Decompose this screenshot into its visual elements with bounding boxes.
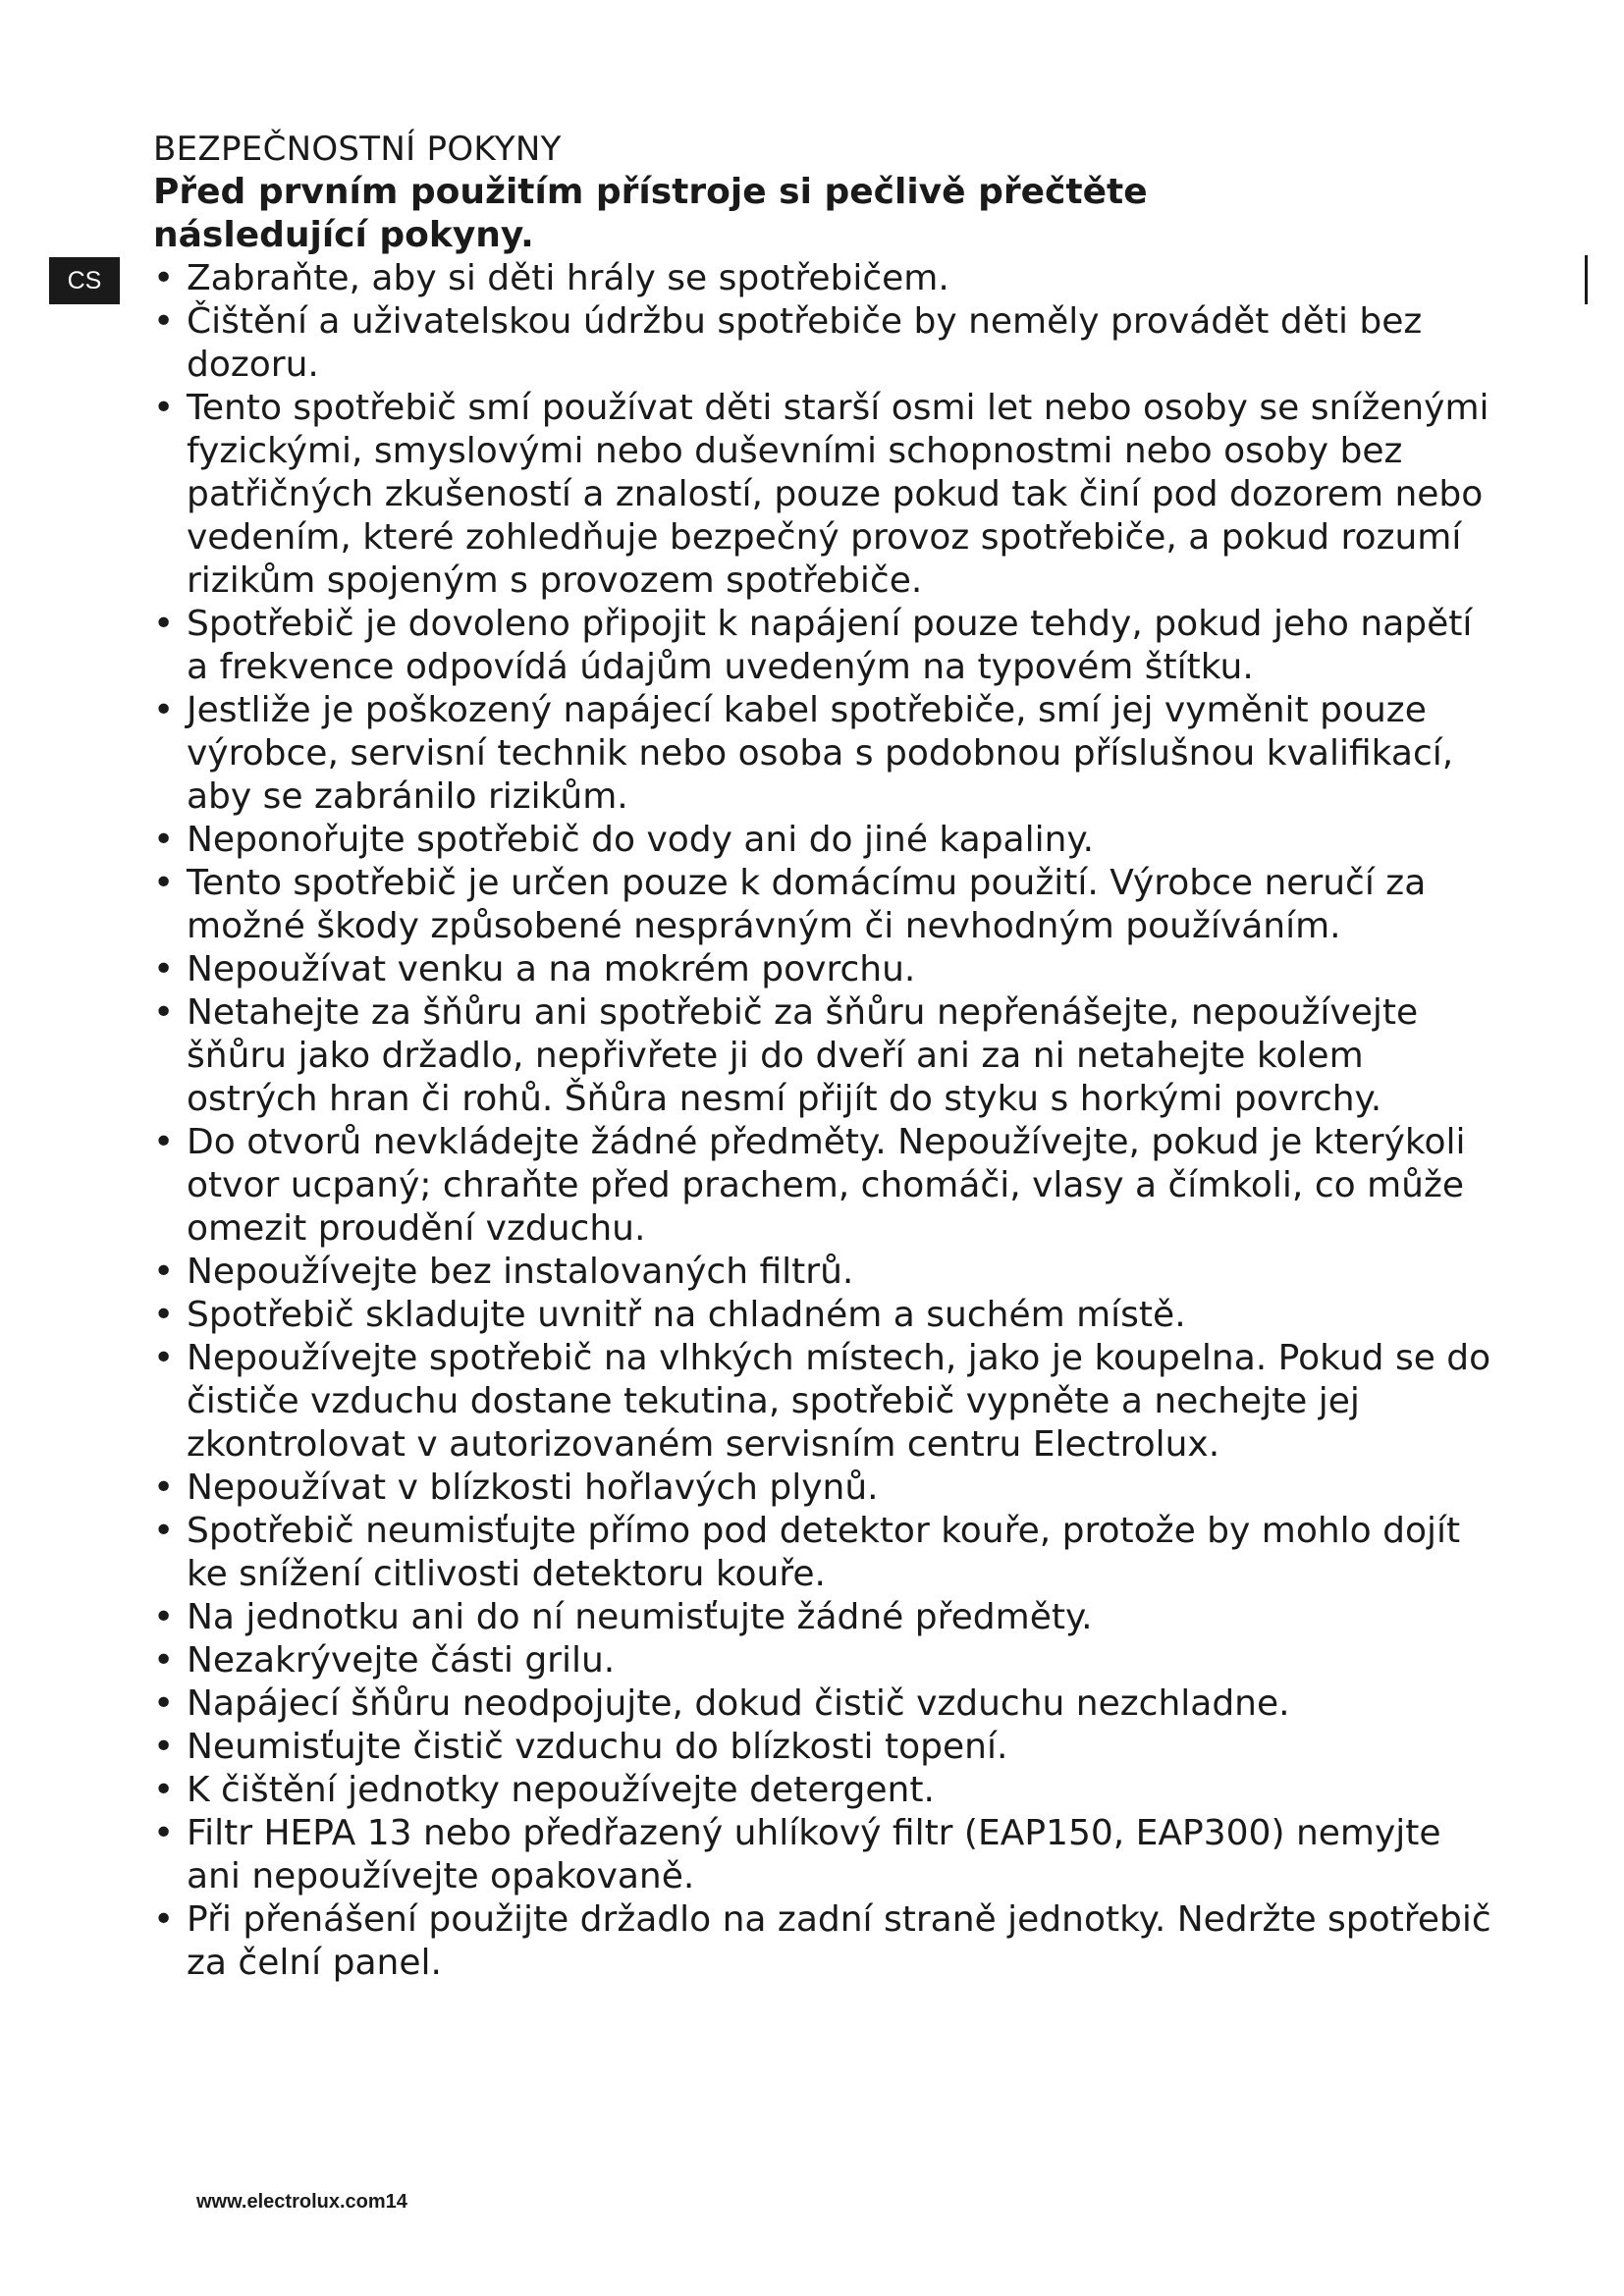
footer-url: www.electrolux.com14 (196, 2191, 407, 2213)
list-item: • Neumisťujte čistič vzduchu do blízkosti topení. (153, 1726, 1498, 1769)
list-item: • Nepoužívejte spotřebič na vlhkých místech, jako je koupelna. Pokud se do čističe vzduchu dostane tekutina, spotřebič vypněte a nechejte jej zkontrolovat v autorizovaném servisním centru Electrolux. (153, 1337, 1498, 1467)
list-item: • Jestliže je poškozený napájecí kabel spotřebiče, smí jej vyměnit pouze výrobce, servisní technik nebo osoba s podobnou příslušnou kvalifikací, aby se zabránilo rizikům. (153, 689, 1498, 819)
list-item: • Spotřebič neumisťujte přímo pod detektor kouře, protože by mohlo dojít ke snížení citlivosti detektoru kouře. (153, 1510, 1498, 1596)
list-item: • Spotřebič skladujte uvnitř na chladném a suchém místě. (153, 1294, 1498, 1337)
list-item: • Neponořujte spotřebič do vody ani do jiné kapaliny. (153, 819, 1498, 862)
list-item: • Nezakrývejte části grilu. (153, 1639, 1498, 1682)
list-item: • Spotřebič je dovoleno připojit k napájení pouze tehdy, pokud jeho napětí a frekvence odpovídá údajům uvedeným na typovém štítku. (153, 603, 1498, 689)
list-item: • Nepoužívat v blízkosti hořlavých plynů. (153, 1467, 1498, 1510)
list-item: • Nepoužívat venku a na mokrém povrchu. (153, 948, 1498, 991)
safety-instructions-section (153, 128, 1498, 1985)
list-item: • Napájecí šňůru neodpojujte, dokud čistič vzduchu nezchladne. (153, 1682, 1498, 1726)
intro-text: Před prvním použitím přístroje si pečlivě přečtěte následující pokyny. (153, 172, 1148, 255)
list-item: • Tento spotřebič smí používat děti starší osmi let nebo osoby se sníženými fyzickými, smyslovými nebo duševními schopnostmi nebo osoby bez patřičných zkušeností a znalostí, pouze pokud tak činí pod dozorem nebo vedením, které zohledňuje bezpečný provoz spotřebiče, a pokud rozumí rizikům spojeným s provozem spotřebiče. (153, 387, 1498, 603)
list-item: • K čištění jednotky nepoužívejte detergent. (153, 1769, 1498, 1812)
list-item: • Čištění a uživatelskou údržbu spotřebiče by neměly provádět děti bez dozoru. (153, 300, 1498, 387)
list-item: • Na jednotku ani do ní neumisťujte žádné předměty. (153, 1596, 1498, 1639)
list-item: • Tento spotřebič je určen pouze k domácímu použití. Výrobce neručí za možné škody způsobené nesprávným či nevhodným používáním. (153, 862, 1498, 948)
list-item: • Při přenášení použijte držadlo na zadní straně jednotky. Nedržte spotřebič za čelní panel. (153, 1898, 1498, 1985)
language-tab: CS (49, 257, 120, 304)
list-item: • Filtr HEPA 13 nebo předřazený uhlíkový filtr (EAP150, EAP300) nemyjte ani nepoužívejte opakovaně. (153, 1812, 1498, 1898)
section-title: BEZPEČNOSTNÍ POKYNY (153, 130, 562, 169)
list-item: • Do otvorů nevkládejte žádné předměty. Nepoužívejte, pokud je kterýkoli otvor ucpaný; chraňte před prachem, chomáči, vlasy a čímkoli, co může omezit proudění vzduchu. (153, 1121, 1498, 1251)
list-item: • Nepoužívejte bez instalovaných filtrů. (153, 1251, 1498, 1294)
page-edge-marker (1585, 255, 1588, 304)
list-item: • Zabraňte, aby si děti hrály se spotřebičem. (153, 257, 1498, 300)
instruction-list (153, 257, 1498, 1985)
list-item: • Netahejte za šňůru ani spotřebič za šňůru nepřenášejte, nepoužívejte šňůru jako držadlo, nepřivřete ji do dveří ani za ni netahejte kolem ostrých hran či rohů. Šňůra nesmí přijít do styku s horkými povrchy. (153, 991, 1498, 1121)
